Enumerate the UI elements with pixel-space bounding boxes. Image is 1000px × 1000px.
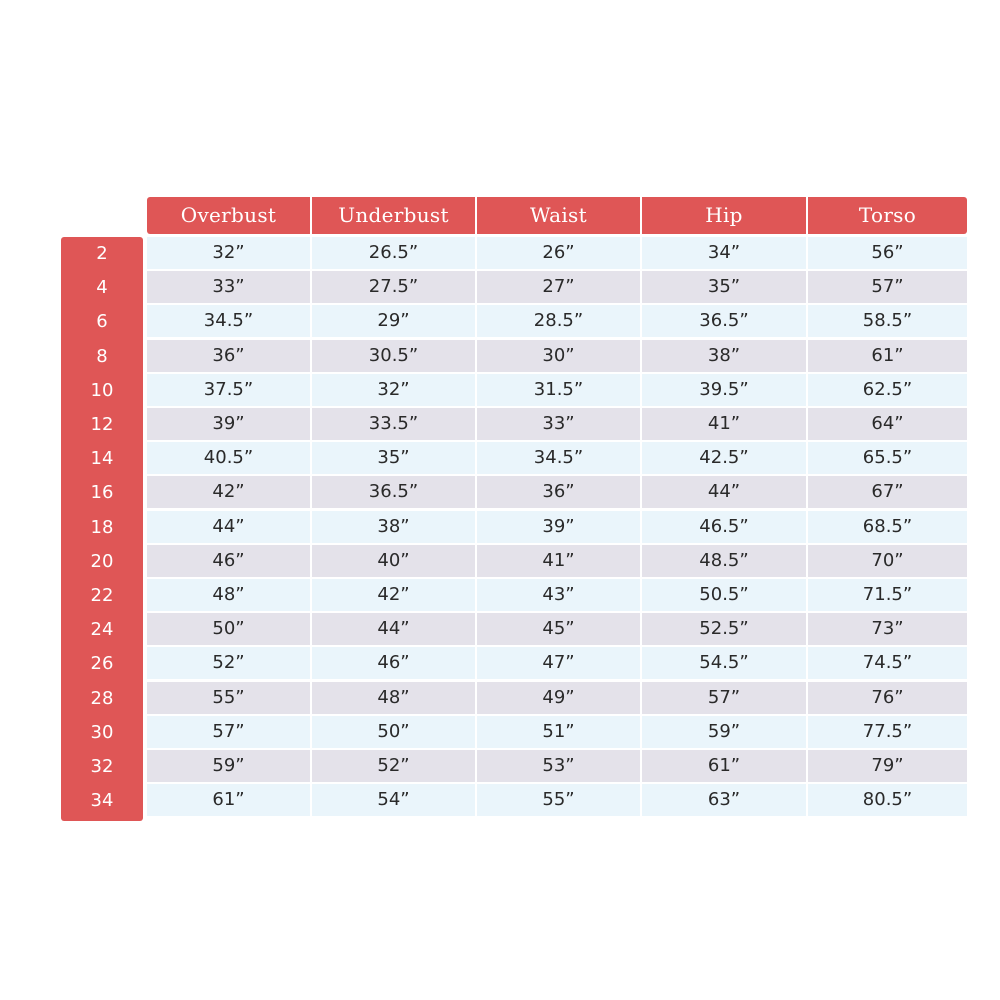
table-cell: 51” bbox=[542, 720, 575, 742]
table-cell: 42” bbox=[212, 481, 245, 503]
column-separator bbox=[806, 442, 808, 474]
table-cell: 73” bbox=[871, 618, 904, 640]
column-separator bbox=[640, 511, 642, 543]
column-separator bbox=[806, 237, 808, 269]
table-cell: 26” bbox=[542, 242, 575, 263]
table-row bbox=[147, 579, 967, 611]
table-row bbox=[147, 408, 967, 440]
table-cell: 31.5” bbox=[533, 378, 584, 400]
column-separator bbox=[310, 784, 312, 816]
table-cell: 54” bbox=[377, 789, 410, 811]
column-separator bbox=[475, 545, 477, 577]
table-cell: 44” bbox=[212, 515, 245, 537]
column-separator bbox=[475, 579, 477, 611]
column-separator bbox=[475, 647, 477, 679]
column-separator bbox=[310, 374, 312, 406]
size-label: 28 bbox=[90, 687, 114, 709]
table-cell: 44” bbox=[707, 481, 741, 503]
column-separator bbox=[640, 579, 642, 611]
header-divider bbox=[310, 197, 312, 234]
table-cell: 48” bbox=[212, 584, 245, 605]
table-cell: 52” bbox=[377, 755, 410, 776]
column-separator bbox=[310, 647, 312, 679]
column-separator bbox=[806, 476, 808, 508]
column-separator bbox=[475, 271, 477, 303]
column-separator bbox=[806, 613, 808, 645]
size-column bbox=[61, 237, 143, 821]
size-label: 4 bbox=[96, 277, 108, 299]
table-cell: 26.5” bbox=[368, 242, 419, 263]
column-separator bbox=[475, 682, 477, 714]
column-separator bbox=[640, 682, 642, 714]
size-label: 18 bbox=[90, 516, 114, 538]
column-separator bbox=[806, 408, 808, 440]
column-separator bbox=[310, 716, 312, 748]
table-cell: 35” bbox=[707, 276, 741, 298]
header-divider bbox=[475, 197, 477, 234]
table-row bbox=[147, 237, 967, 269]
column-separator bbox=[806, 271, 808, 303]
column-header: Torso bbox=[858, 203, 917, 227]
table-cell: 32” bbox=[377, 378, 410, 400]
table-cell: 39” bbox=[212, 413, 245, 434]
size-label: 32 bbox=[90, 756, 114, 777]
table-row bbox=[147, 442, 967, 474]
table-cell: 50” bbox=[212, 618, 245, 640]
column-separator bbox=[640, 442, 642, 474]
column-separator bbox=[310, 237, 312, 269]
table-row bbox=[147, 784, 967, 816]
table-cell: 50” bbox=[377, 720, 410, 742]
table-cell: 41” bbox=[707, 413, 741, 434]
table-cell: 59” bbox=[707, 720, 741, 742]
column-separator bbox=[310, 340, 312, 372]
table-cell: 52.5” bbox=[699, 618, 749, 640]
table-row bbox=[147, 750, 967, 782]
column-separator bbox=[475, 750, 477, 782]
column-separator bbox=[640, 647, 642, 679]
table-cell: 63” bbox=[707, 789, 741, 811]
column-separator bbox=[640, 271, 642, 303]
size-label: 2 bbox=[96, 243, 108, 264]
column-separator bbox=[475, 716, 477, 748]
table-cell: 46” bbox=[212, 549, 245, 571]
table-cell: 65.5” bbox=[862, 447, 913, 469]
size-label: 22 bbox=[90, 585, 114, 606]
table-row bbox=[147, 271, 967, 303]
table-cell: 57” bbox=[707, 686, 741, 708]
size-label: 10 bbox=[90, 379, 114, 401]
table-cell: 52” bbox=[212, 652, 245, 674]
column-separator bbox=[310, 750, 312, 782]
table-row bbox=[147, 647, 967, 679]
column-separator bbox=[640, 408, 642, 440]
size-label: 6 bbox=[96, 311, 108, 333]
table-cell: 54.5” bbox=[699, 652, 749, 674]
column-separator bbox=[475, 511, 477, 543]
column-separator bbox=[475, 340, 477, 372]
table-row bbox=[147, 305, 967, 337]
table-cell: 35” bbox=[377, 447, 410, 469]
column-separator bbox=[640, 476, 642, 508]
column-separator bbox=[806, 647, 808, 679]
table-cell: 34.5” bbox=[203, 310, 254, 332]
table-cell: 80.5” bbox=[862, 789, 913, 811]
header-divider bbox=[640, 197, 642, 234]
table-cell: 49” bbox=[542, 686, 575, 708]
table-cell: 67” bbox=[871, 481, 904, 503]
table-cell: 61” bbox=[707, 755, 741, 776]
size-label: 14 bbox=[90, 448, 114, 470]
table-cell: 71.5” bbox=[862, 584, 913, 605]
size-label: 12 bbox=[90, 414, 114, 435]
table-cell: 36.5” bbox=[368, 481, 419, 503]
column-header: Overbust bbox=[180, 203, 277, 227]
table-cell: 36” bbox=[542, 481, 575, 503]
column-separator bbox=[640, 750, 642, 782]
table-cell: 61” bbox=[212, 789, 245, 811]
table-cell: 43” bbox=[542, 584, 575, 605]
table-cell: 61” bbox=[871, 344, 904, 366]
table-cell: 46.5” bbox=[699, 515, 749, 537]
table-cell: 79” bbox=[871, 755, 904, 776]
table-cell: 62.5” bbox=[862, 378, 913, 400]
table-cell: 29” bbox=[377, 310, 410, 332]
size-label: 8 bbox=[96, 345, 108, 367]
table-row bbox=[147, 545, 967, 577]
table-cell: 38” bbox=[377, 515, 410, 537]
size-label: 26 bbox=[90, 653, 114, 675]
table-cell: 57” bbox=[871, 276, 904, 298]
table-row bbox=[147, 682, 967, 714]
table-row bbox=[147, 511, 967, 543]
column-separator bbox=[310, 408, 312, 440]
table-cell: 34” bbox=[707, 242, 741, 263]
column-separator bbox=[806, 545, 808, 577]
table-cell: 74.5” bbox=[862, 652, 913, 674]
column-header-bar bbox=[147, 197, 967, 234]
table-row bbox=[147, 476, 967, 508]
table-cell: 33” bbox=[212, 276, 245, 298]
column-separator bbox=[310, 476, 312, 508]
table-cell: 55” bbox=[212, 686, 245, 708]
table-cell: 76” bbox=[871, 686, 904, 708]
table-cell: 68.5” bbox=[862, 515, 913, 537]
table-row bbox=[147, 613, 967, 645]
column-separator bbox=[310, 579, 312, 611]
table-cell: 50.5” bbox=[699, 584, 749, 605]
table-cell: 70” bbox=[871, 549, 904, 571]
table-cell: 48.5” bbox=[699, 549, 749, 571]
table-cell: 37.5” bbox=[203, 378, 254, 400]
column-separator bbox=[806, 305, 808, 337]
column-separator bbox=[310, 511, 312, 543]
column-separator bbox=[310, 545, 312, 577]
column-separator bbox=[475, 374, 477, 406]
table-cell: 39” bbox=[542, 515, 575, 537]
column-separator bbox=[806, 784, 808, 816]
column-header: Hip bbox=[705, 203, 743, 227]
table-cell: 38” bbox=[707, 344, 741, 366]
table-cell: 53” bbox=[542, 755, 575, 776]
table-cell: 77.5” bbox=[862, 720, 913, 742]
column-separator bbox=[310, 305, 312, 337]
table-cell: 46” bbox=[377, 652, 410, 674]
column-separator bbox=[640, 340, 642, 372]
table-cell: 40” bbox=[377, 549, 410, 571]
table-cell: 40.5” bbox=[203, 447, 254, 469]
table-cell: 27” bbox=[542, 276, 575, 298]
table-cell: 36” bbox=[212, 344, 245, 366]
column-separator bbox=[475, 613, 477, 645]
table-cell: 27.5” bbox=[368, 276, 419, 298]
table-cell: 32” bbox=[212, 242, 245, 263]
column-separator bbox=[806, 716, 808, 748]
table-cell: 48” bbox=[377, 686, 410, 708]
column-separator bbox=[475, 237, 477, 269]
table-cell: 56” bbox=[871, 242, 904, 263]
table-cell: 42.5” bbox=[699, 447, 749, 469]
table-cell: 64” bbox=[871, 413, 904, 434]
column-separator bbox=[310, 613, 312, 645]
table-cell: 30” bbox=[542, 344, 575, 366]
column-separator bbox=[806, 579, 808, 611]
table-row bbox=[147, 340, 967, 372]
size-label: 20 bbox=[90, 550, 114, 572]
column-separator bbox=[640, 716, 642, 748]
table-cell: 33” bbox=[542, 413, 575, 434]
column-separator bbox=[640, 305, 642, 337]
column-separator bbox=[310, 442, 312, 474]
table-row bbox=[147, 374, 967, 406]
table-cell: 30.5” bbox=[368, 344, 419, 366]
column-separator bbox=[806, 511, 808, 543]
table-cell: 45” bbox=[542, 618, 575, 640]
column-separator bbox=[640, 374, 642, 406]
table-cell: 34.5” bbox=[533, 447, 584, 469]
column-header: Waist bbox=[530, 203, 587, 227]
size-label: 30 bbox=[90, 721, 114, 743]
column-separator bbox=[806, 374, 808, 406]
size-label: 34 bbox=[90, 790, 114, 812]
column-separator bbox=[475, 408, 477, 440]
header-divider bbox=[806, 197, 808, 234]
column-separator bbox=[475, 476, 477, 508]
column-separator bbox=[640, 545, 642, 577]
table-cell: 58.5” bbox=[862, 310, 913, 332]
table-cell: 28.5” bbox=[533, 310, 584, 332]
table-cell: 59” bbox=[212, 755, 245, 776]
column-separator bbox=[310, 682, 312, 714]
table-cell: 57” bbox=[212, 720, 245, 742]
column-separator bbox=[806, 340, 808, 372]
column-separator bbox=[806, 750, 808, 782]
table-cell: 33.5” bbox=[368, 413, 419, 434]
column-separator bbox=[475, 442, 477, 474]
table-cell: 42” bbox=[377, 584, 410, 605]
column-header: Underbust bbox=[338, 203, 449, 227]
table-row bbox=[147, 716, 967, 748]
table-cell: 47” bbox=[542, 652, 575, 674]
table-cell: 44” bbox=[377, 618, 410, 640]
size-label: 16 bbox=[90, 482, 114, 504]
column-separator bbox=[640, 784, 642, 816]
table-cell: 39.5” bbox=[699, 378, 749, 400]
column-separator bbox=[475, 305, 477, 337]
column-separator bbox=[310, 271, 312, 303]
table-cell: 55” bbox=[542, 789, 575, 811]
column-separator bbox=[806, 682, 808, 714]
column-separator bbox=[475, 784, 477, 816]
table-cell: 41” bbox=[542, 549, 575, 571]
column-separator bbox=[640, 237, 642, 269]
column-separator bbox=[640, 613, 642, 645]
size-label: 24 bbox=[90, 619, 114, 641]
table-cell: 36.5” bbox=[699, 310, 749, 332]
